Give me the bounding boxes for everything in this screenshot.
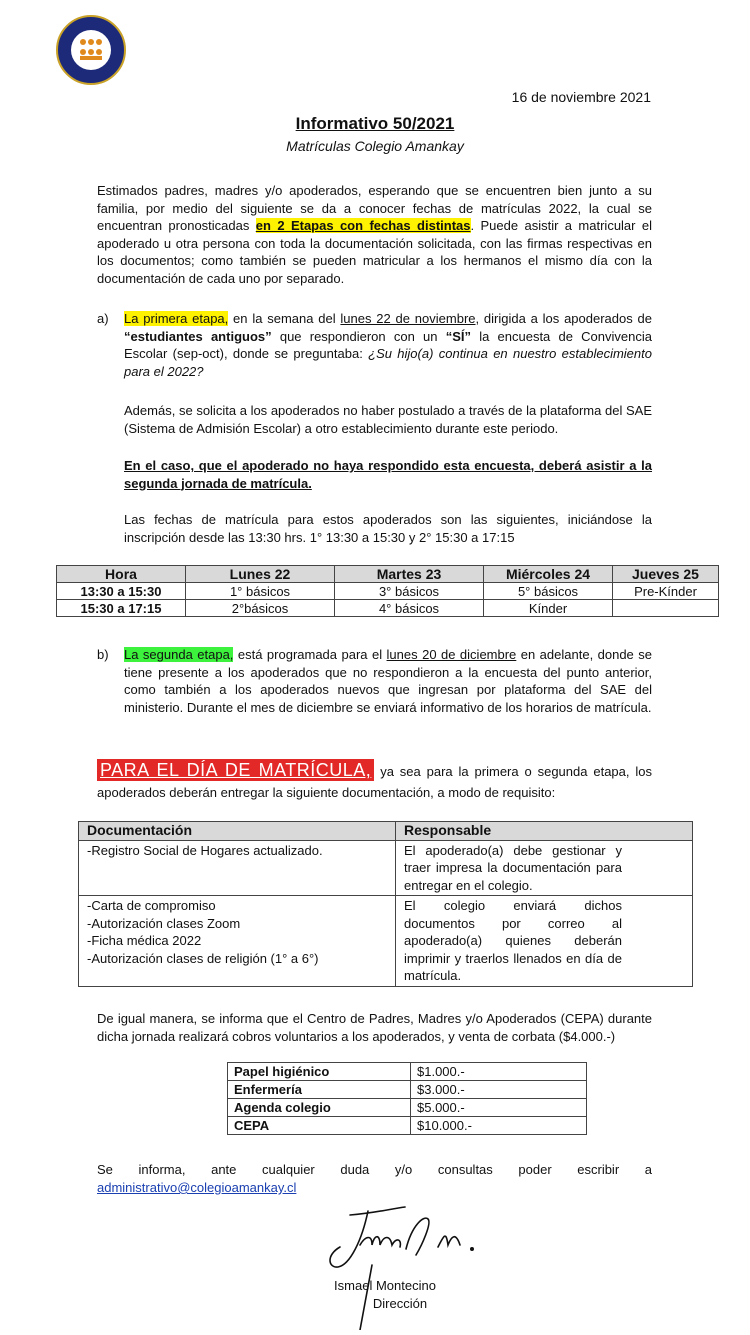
matricula-banner: PARA EL DÍA DE MATRÍCULA,: [97, 759, 374, 781]
contact-email-link[interactable]: administrativo@colegioamankay.cl: [97, 1180, 297, 1195]
documents-cell: El colegio enviará dichos documentos por correo al apoderado(a) quienes deberán imprimir y traerlos llenados en día de matrícula.: [396, 896, 693, 987]
schedule-intro-paragraph: Las fechas de matrícula para estos apoderados son las siguientes, iniciándose la inscripción desde las 13:30 hrs. 1° 13:30 a 15:30 y 2° 15:30 a 17:15: [124, 512, 652, 545]
schedule-header: Jueves 25: [613, 566, 719, 583]
table-row: [57, 600, 719, 617]
table-row: Agenda colegio $5.000.-: [228, 1099, 587, 1117]
school-logo: [55, 14, 127, 86]
document-date: 16 de noviembre 2021: [511, 89, 651, 105]
schedule-table: [56, 565, 719, 617]
documents-cell: -Registro Social de Hogares actualizado.: [79, 840, 396, 896]
table-row: [57, 583, 719, 600]
documents-header: Responsable: [396, 822, 693, 841]
section-a-marker: a): [97, 311, 109, 326]
documents-table: [78, 821, 693, 987]
warning-paragraph: En el caso, que el apoderado no haya respondido esta encuesta, deberá asistir a la segunda jornada de matrícula.: [124, 458, 652, 491]
schedule-cell: 15:30 a 17:15: [57, 600, 186, 617]
table-row: Enfermería $3.000.-: [228, 1081, 587, 1099]
schedule-header: Hora: [57, 566, 186, 583]
documents-header: Documentación: [79, 822, 396, 841]
table-row: [79, 840, 693, 896]
schedule-cell: Pre-Kínder: [613, 583, 719, 600]
section-b-paragraph: La segunda etapa, está programada para el lunes 20 de diciembre en adelante, donde se tiene presente a los apoderados que no respondieron a la encuesta del punto anterior, como también a los apoderados nuevos que ingresan por plataforma del SAE del ministerio. Durante el mes de diciembre se enviará informativo de los horarios de matrícula.: [124, 647, 652, 715]
sae-paragraph: Además, se solicita a los apoderados no haber postulado a través de la plataforma del SAE (Sistema de Admisión Escolar) a otro establecimiento durante este periodo.: [124, 403, 652, 436]
schedule-header: Miércoles 24: [484, 566, 613, 583]
schedule-cell: Kínder: [484, 600, 613, 617]
schedule-cell: 13:30 a 15:30: [57, 583, 186, 600]
section-b-marker: b): [97, 647, 109, 662]
intro-paragraph: Estimados padres, madres y/o apoderados, esperando que se encuentren bien junto a su familia, por medio del siguiente se da a conocer fechas de matrículas 2022, la cual se encuentran pronosticadas en 2 Etapas con fechas distintas. Puede asistir a matricular el apoderado u otra persona con toda la documentación solicitada, con las firmas respectivas en los documentos; como también se pueden matricular a los hermanos el mismo día con la documentación de cada uno por separado.: [97, 183, 652, 286]
primera-etapa-highlight: La primera etapa,: [124, 311, 229, 326]
schedule-cell: 4° básicos: [335, 600, 484, 617]
table-row: Papel higiénico $1.000.-: [228, 1063, 587, 1081]
documents-cell: El apoderado(a) debe gestionar y traer impresa la documentación para entregar en el colegio.: [396, 840, 693, 896]
schedule-cell: [613, 600, 719, 617]
signature-image: [320, 1205, 500, 1330]
documents-header-row: [79, 822, 693, 841]
document-subtitle: Matrículas Colegio Amankay: [286, 138, 464, 154]
schedule-header: Martes 23: [335, 566, 484, 583]
document-title: Informativo 50/2021: [295, 114, 455, 133]
contact-paragraph: Se informa, ante cualquier duda y/o consultas poder escribir a: [97, 1162, 652, 1177]
table-row: CEPA $10.000.-: [228, 1117, 587, 1135]
schedule-cell: 3° básicos: [335, 583, 484, 600]
schedule-cell: 5° básicos: [484, 583, 613, 600]
schedule-cell: 2°básicos: [186, 600, 335, 617]
cepa-paragraph: De igual manera, se informa que el Centro de Padres, Madres y/o Apoderados (CEPA) durante dicha jornada realizará cobros voluntarios a los apoderados, y venta de corbata ($4.000.-): [97, 1011, 652, 1044]
signer-name: Ismael Montecino: [334, 1278, 436, 1293]
segunda-etapa-highlight: La segunda etapa,: [124, 647, 234, 662]
documents-cell: -Carta de compromiso -Autorización clases Zoom -Ficha médica 2022 -Autorización clases de religión (1° a 6°): [79, 896, 396, 987]
schedule-header-row: [57, 566, 719, 583]
section-a-paragraph: La primera etapa, en la semana del lunes 22 de noviembre, dirigida a los apoderados de “estudiantes antiguos” que respondieron con un “SÍ” la encuesta de Convivencia Escolar (sep-oct), donde se preguntaba: ¿Su hijo(a) continua en nuestro establecimiento para el 2022?: [124, 311, 652, 379]
prices-table: [227, 1062, 587, 1135]
schedule-cell: 1° básicos: [186, 583, 335, 600]
signer-role: Dirección: [372, 1296, 428, 1311]
matricula-paragraph: PARA EL DÍA DE MATRÍCULA, ya sea para la primera o segunda etapa, los apoderados deberán entregar la siguiente documentación, a modo de requisito:: [97, 760, 652, 800]
etapas-highlight: en 2 Etapas con fechas distintas: [255, 218, 471, 233]
schedule-header: Lunes 22: [186, 566, 335, 583]
table-row: [79, 896, 693, 987]
